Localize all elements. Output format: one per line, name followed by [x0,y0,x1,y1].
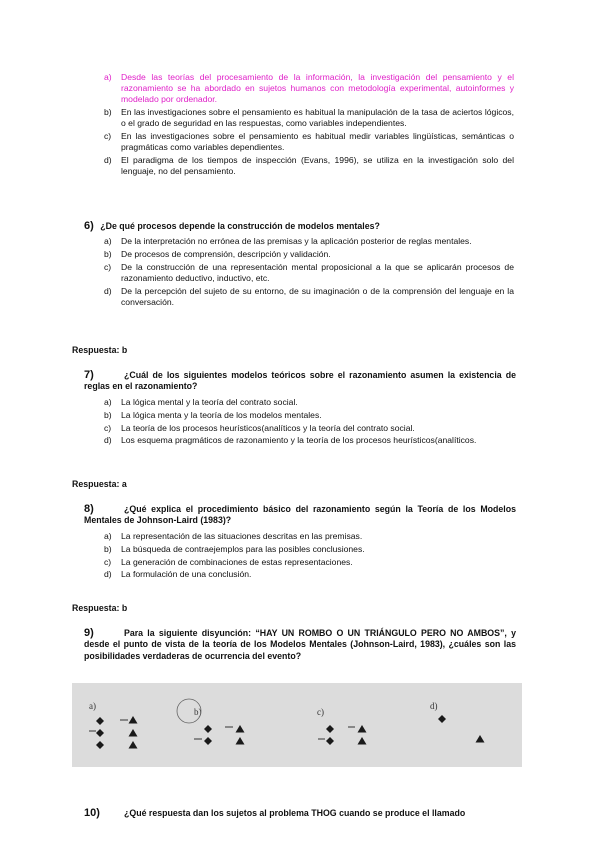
figure-label-b: b) [194,707,202,717]
option-letter: c) [104,131,112,142]
q6-options [104,236,514,310]
triangle-mark [236,737,245,745]
question-text: ¿Qué respuesta dan los sujetos al problema THOG cuando se produce el llamado [124,808,466,818]
q6-option-a [104,236,514,247]
option-letter: a) [104,531,112,541]
q5-option-d [104,155,514,177]
triangle-mark [476,735,485,743]
q7-option-d [104,435,514,446]
q6-option-d [104,286,514,308]
question-number: 8) [84,503,94,515]
q5-option-a [104,72,514,106]
question-number: 10) [84,808,100,819]
option-text: La lógica menta y la teoría de los modelos mentales. [121,409,322,420]
option-letter: d) [104,155,112,166]
question-number: 7) [84,369,94,381]
diamond-mark [96,729,104,737]
diamond-mark [204,725,212,733]
option-text: De procesos de comprensión, descripción y validación. [121,248,331,259]
q8-option-c [104,557,514,568]
option-text: De la percepción del sujeto de su entorno, de su imaginación o de la comprensión del lenguaje en la conversación. [121,285,514,307]
option-text: La teoría de los procesos heurísticos(analíticos y la teoría del contrato social. [121,422,415,433]
option-letter: a) [104,236,112,246]
diamond-mark [96,717,104,725]
option-text: Desde las teorías del procesamiento de la información, la investigación del pensamiento y el razonamiento se ha abordado en sujetos humanos con metodología experimental, autoinformes y modelado por ordenador. [121,72,514,105]
diamond-mark [438,715,446,723]
diamond-mark [96,741,104,749]
option-text: De la interpretación no errónea de las premisas y la aplicación posterior de reglas mentales. [121,236,472,246]
q5-option-c [104,131,514,153]
option-letter: d) [104,569,112,580]
q9-models-figure [72,683,522,767]
q7-option-c [104,423,514,434]
figure-label-a: a) [89,701,96,711]
q7-question [84,370,516,393]
q7-option-a [104,397,514,408]
diamond-mark [326,737,334,745]
option-text: El paradigma de los tiempos de inspección (Evans, 1996), se utiliza en la investigación solo del lenguaje, no del pensamiento. [121,155,514,177]
option-text: La búsqueda de contraejemplos para las posibles conclusiones. [121,543,365,554]
option-text: La lógica mental y la teoría del contrato social. [121,397,298,407]
q8-option-a [104,531,514,542]
question-number: 9) [84,627,94,639]
option-letter: c) [104,261,112,272]
option-letter: d) [104,285,112,296]
q8-answer: Respuesta: b [72,603,128,613]
triangle-mark [129,741,138,749]
question-number: 6) [84,220,94,232]
option-letter: b) [104,409,112,420]
option-text: Los esquema pragmáticos de razonamiento y la teoría de los procesos heurísticos(analíticos. [121,435,477,446]
option-text: La representación de las situaciones descritas en las premisas. [121,531,363,541]
option-letter: a) [104,72,112,82]
option-letter: c) [104,556,112,567]
option-text: La formulación de una conclusión. [121,569,252,580]
diamond-mark [326,725,334,733]
q6-answer: Respuesta: b [72,345,128,355]
option-letter: c) [104,422,112,433]
q6-option-b [104,249,514,260]
q5-options [104,72,514,179]
q6-question [84,221,516,232]
question-text: ¿Qué explica el procedimiento básico del razonamiento según la Teoría de los Modelos Mentales de Johnson-Laird (1983)? [84,504,516,526]
q7-option-b [104,410,514,421]
option-text: De la construcción de una representación mental proposicional a la que se aplicarán procesos de razonamiento deductivo, inductivo, etc. [121,261,514,283]
diamond-mark [204,737,212,745]
option-text: En las investigaciones sobre el pensamiento es habitual la manipulación de la tasa de aciertos lógicos, o el grado de seguridad en las respuestas, como variables independientes. [121,107,514,129]
triangle-mark [129,729,138,737]
q10-question [84,808,516,819]
triangle-mark [236,725,245,733]
figure-label-d: d) [430,701,438,711]
question-text: ¿De qué procesos depende la construcción de modelos mentales? [100,221,380,231]
option-letter: b) [104,248,112,259]
triangle-mark [358,725,367,733]
q9-question [84,628,516,662]
q7-options [104,397,514,448]
triangle-mark [129,716,138,724]
question-text: ¿Cuál de los siguientes modelos teóricos sobre el razonamiento asumen la existencia de reglas en el razonamiento? [84,370,516,392]
q7-answer: Respuesta: a [72,479,127,489]
option-text: En las investigaciones sobre el pensamiento es habitual medir variables lingüísticas, semánticas o pragmáticas como variables dependientes. [121,131,514,153]
option-text: La generación de combinaciones de estas representaciones. [121,556,353,567]
q5-option-b [104,107,514,129]
option-letter: a) [104,397,112,407]
option-letter: b) [104,543,112,554]
option-letter: b) [104,107,112,118]
q8-option-b [104,544,514,555]
figure-label-c: c) [317,707,324,717]
q8-options [104,531,514,582]
triangle-mark [358,737,367,745]
q8-question [84,504,516,527]
option-letter: d) [104,435,112,446]
q8-option-d [104,569,514,580]
question-text: Para la siguiente disyunción: “HAY UN ROMBO O UN TRIÁNGULO PERO NO AMBOS”, y desde el punto de vista de la teoría de los Modelos Mentales (Johnson-Laird, 1983), ¿cuáles son las posibilidades verdaderas de ocurrencia del evento? [84,628,516,661]
q6-option-c [104,262,514,284]
